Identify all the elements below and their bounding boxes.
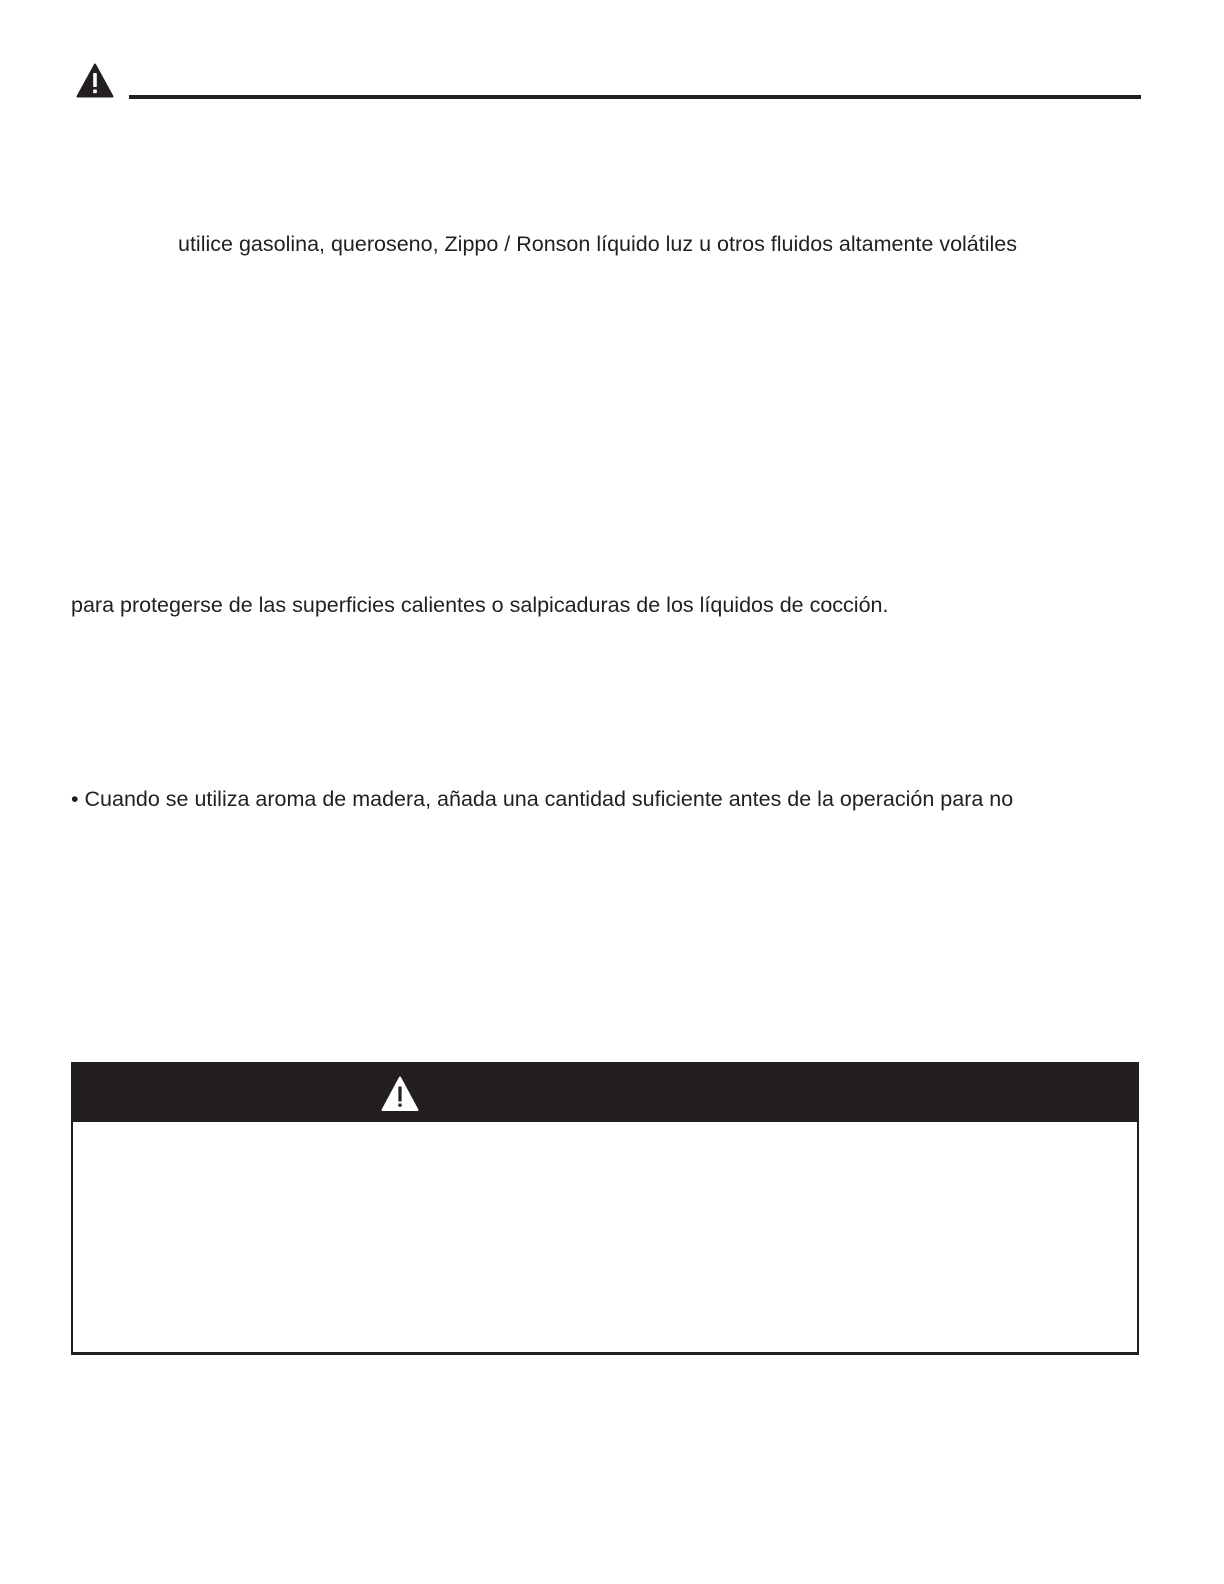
- body-text-line: para protegerse de las superficies calientes o salpicaduras de los líquidos de cocción.: [71, 593, 889, 617]
- bullet-text-line: • Cuando se utiliza aroma de madera, añada una cantidad suficiente antes de la operación para no: [71, 787, 1014, 811]
- warning-box: [71, 1062, 1139, 1355]
- header-rule: [129, 95, 1141, 99]
- body-text-line: utilice gasolina, queroseno, Zippo / Ronson líquido luz u otros fluidos altamente volátiles: [178, 232, 1017, 256]
- warning-triangle-icon: [381, 1076, 419, 1112]
- warning-box-header: [73, 1064, 1137, 1122]
- warning-triangle-icon: [76, 63, 114, 98]
